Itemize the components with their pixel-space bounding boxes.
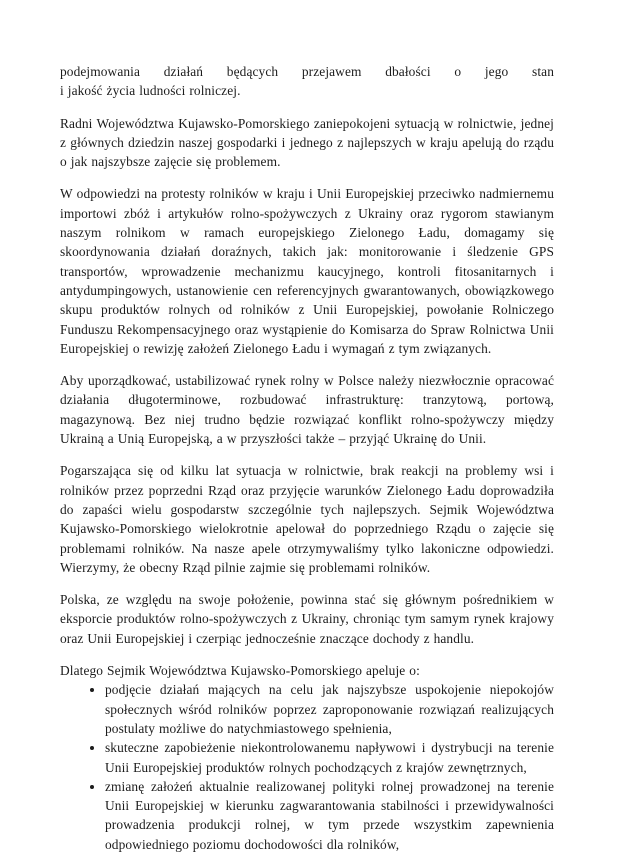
bullet-item: • skuteczne zapobieżenie niekontrolowanemu napływowi i dystrybucji na terenie Unii Europejskiej produktów rolnych pochodzących z krajów zewnętrznych, — [105, 738, 554, 777]
document-body — [60, 62, 554, 858]
paragraph-line: i jakość życia ludności rolniczej. — [60, 83, 241, 99]
paragraph-continuation — [60, 62, 554, 101]
paragraph: Aby uporządkować, ustabilizować rynek rolny w Polsce należy niezwłocznie opracować działania długoterminowe, rozbudować infrastrukturę: tranzytową, portową, magazynową. Bez niej trudno będzie rozwiązać konflikt rolno-spożywczy między Ukrainą a Unią Europejską, a w przyszłości także – przyjąć Ukrainę do Unii. — [60, 373, 554, 447]
paragraph: Radni Województwa Kujawsko-Pomorskiego zaniepokojeni sytuacją w rolnictwie, jednej z głównych dziedzin naszej gospodarki i jednego z najlepszych w kraju apelują do rządu o jak najszybsze zajęcie się problemem. — [60, 115, 554, 170]
paragraph-line: podejmowania działań będących przejawem dbałości o jego stan — [60, 64, 554, 79]
bullet-list — [60, 680, 554, 854]
paragraph: Pogarszająca się od kilku lat sytuacja w rolnictwie, brak reakcji na problemy wsi i rolników przez poprzedni Rząd oraz przyjęcie warunków Zielonego Ładu doprowadziła do zapaści wielu gospodarstw szczególnie tych najlepszych. Sejmik Województwa Kujawsko-Pomorskiego wielokrotnie apelował do poprzedniego Rządu o zajęcie się problemami rolników. Na nasze apele otrzymywaliśmy tylko lakoniczne odpowiedzi. Wierzymy, że obecny Rząd pilnie zajmie się problemami rolników. — [60, 463, 554, 575]
paragraph: W odpowiedzi na protesty rolników w kraju i Unii Europejskiej przeciwko nadmiernemu importowi zbóż i artykułów rolno-spożywczych z Ukrainy oraz rygorom stawianym naszym rolnikom w ramach europejskiego Zielonego Ładu, domagamy się skoordynowania działań doraźnych, takich jak: monitorowanie i śledzenie GPS transportów, wprowadzenie mechanizmu kaucyjnego, kontroli fitosanitarnych i antydumpingowych, ustanowienie cen referencyjnych gwarantowanych, obowiązkowego skupu produktów rolnych od rolników z Unii Europejskiej, powołanie Rolniczego Funduszu Rekompensacyjnego oraz wystąpienie do Komisarza do Spraw Rolnictwa Unii Europejskiej o rewizję założeń Zielonego Ładu i wymagań z tym związanych. — [60, 186, 554, 356]
paragraph: Polska, ze względu na swoje położenie, powinna stać się głównym pośrednikiem w eksporcie produktów rolno-spożywczych z Ukrainy, chroniąc tym samym rynek krajowy oraz Unii Europejskiej i czerpiąc jednocześnie znaczące dochody z handlu. — [60, 592, 554, 646]
bullet-item: • zmianę założeń aktualnie realizowanej polityki rolnej prowadzonej na terenie Unii Europejskiej w kierunku zagwarantowania stabilności i przewidywalności prowadzenia produkcji rolnej, w tym przede wszystkim zapewnienia odpowiedniego poziomu dochodowości dla rolników, — [105, 777, 554, 854]
bullet-item: • podjęcie działań mających na celu jak najszybsze uspokojenie niepokojów społecznych wśród rolników poprzez zaproponowanie rozwiązań realizujących postulaty możliwe do natychmiastowego spełnienia, — [105, 680, 554, 738]
paragraph: Dlatego Sejmik Województwa Kujawsko-Pomorskiego apeluje o: — [60, 663, 420, 679]
